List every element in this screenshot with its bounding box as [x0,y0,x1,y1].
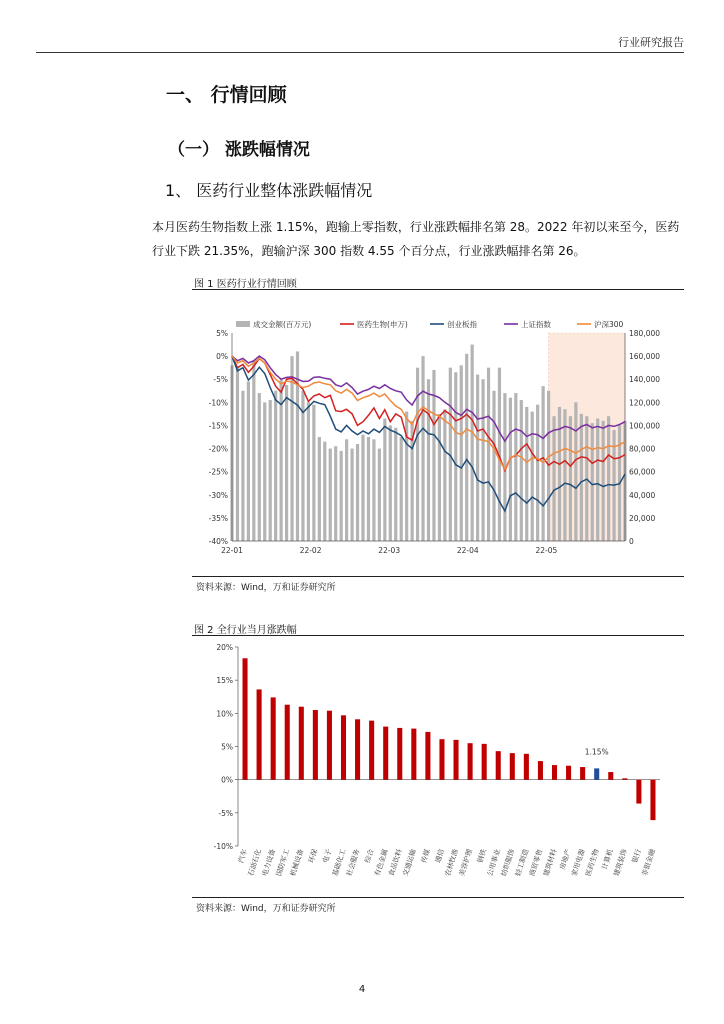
x-tick-label: 22-05 [535,546,558,555]
volume-bar [252,361,255,541]
volume-bar [258,393,261,541]
category-label: 钢铁 [476,848,489,864]
figure2-bar-chart [192,638,684,896]
legend-label: 成交金额(百万元) [253,320,312,329]
volume-bar [596,419,599,541]
category-label: 公用事业 [485,848,503,878]
bar [622,778,627,779]
bar [510,753,515,780]
volume-bar [569,416,572,541]
y-tick-label: 0% [221,775,233,785]
volume-bar [340,451,343,541]
volume-bar [580,414,583,541]
right-tick-label: 80,000 [629,444,656,454]
legend-label: 沪深300 [594,320,624,329]
y-tick-label: -10% [213,842,233,851]
bar [341,715,346,779]
left-tick-label: -15% [208,421,228,431]
right-tick-label: 180,000 [629,329,661,338]
volume-bar [443,409,446,541]
volume-bar [378,449,381,541]
figure1-source: 资料来源：Wind，万和证券研究所 [196,583,336,593]
left-tick-label: -40% [208,537,228,546]
volume-bar [476,375,479,541]
category-label: 医药生物 [584,848,601,878]
bar [580,767,585,780]
legend-swatch [236,321,250,327]
category-label: 汽车 [237,848,249,864]
figure1-line-chart [192,300,684,572]
x-tick-label: 22-02 [299,546,322,555]
left-tick-label: -5% [213,375,228,385]
bar [608,772,613,780]
category-label: 房地产 [558,848,573,871]
bar [299,707,304,780]
volume-bar [285,385,288,541]
bar [650,780,655,820]
bar [552,765,557,780]
category-label: 农林牧渔 [443,848,460,878]
y-tick-label: 20% [216,643,233,652]
volume-bar [290,356,293,541]
figure1-bottom-rule [192,576,684,577]
category-label: 环保 [307,848,320,864]
category-label: 商贸零售 [528,848,545,878]
volume-bar [394,428,397,541]
bar [496,751,501,780]
x-tick-label: 22-03 [378,546,401,555]
category-label: 银行 [630,848,643,864]
category-label: 食品饮料 [387,848,404,878]
figure1-title: 图 1 医药行业行情回顾 [194,279,297,290]
category-label: 纺织服饰 [499,848,517,878]
volume-bar [438,414,441,541]
bar [369,721,374,780]
right-tick-label: 60,000 [629,467,656,477]
bar [538,761,543,780]
bar [397,728,402,780]
volume-bar [367,437,370,541]
bar [383,727,388,780]
bar [524,754,529,780]
volume-bar [558,407,561,541]
bar [243,658,248,779]
left-tick-label: -10% [208,398,228,408]
bar-annotation: 1.15% [584,747,609,757]
volume-bar [460,365,463,541]
left-tick-label: 5% [216,329,228,338]
volume-bar [274,391,277,541]
volume-bar [236,368,239,541]
section-heading: 一、 行情回顾 [166,84,287,106]
volume-bar [514,393,517,541]
volume-bar [269,400,272,541]
category-label: 石油石化 [246,848,264,878]
right-tick-label: 0 [629,537,634,546]
category-label: 社会服务 [345,848,362,878]
bar [355,719,360,779]
category-label: 交通运输 [401,848,418,878]
volume-bar [591,423,594,541]
subsection-heading: （一） 涨跌幅情况 [168,140,310,160]
volume-bar [531,412,534,541]
figure2-bottom-rule [192,897,684,898]
bar [271,697,276,779]
legend-label: 上证指数 [521,320,551,329]
category-label: 建筑材料 [542,848,559,878]
volume-bar [356,444,359,541]
left-tick-label: -35% [208,513,228,523]
volume-bar [334,446,337,541]
volume-bar [345,439,348,541]
sub-subsection-heading: 1、 医药行业整体涨跌幅情况 [165,181,373,200]
category-label: 轻工制造 [514,848,531,878]
volume-bar [318,437,321,541]
volume-bar [509,398,512,541]
left-tick-label: 0% [216,352,228,362]
bar [454,740,459,780]
volume-bar [525,407,528,541]
volume-bar [481,379,484,541]
category-label: 电子 [321,848,334,864]
volume-bar [552,416,555,541]
volume-bar [389,425,392,541]
category-label: 机械设备 [288,848,306,878]
volume-bar [563,409,566,541]
category-label: 家用电器 [570,848,587,878]
left-tick-label: -20% [208,444,228,454]
category-label: 传媒 [419,848,432,864]
volume-bar [329,449,332,541]
category-label: 综合 [363,848,376,864]
volume-bar [372,439,375,541]
right-tick-label: 100,000 [629,421,661,431]
y-tick-label: 10% [216,709,233,719]
category-label: 电力设备 [260,848,278,878]
page-header [36,34,684,53]
volume-bar [247,382,250,541]
bar [636,780,641,804]
volume-bar [492,391,495,541]
bar [594,768,599,779]
x-tick-label: 22-01 [221,546,243,555]
volume-bar [241,391,244,541]
volume-bar [536,405,539,541]
bar [482,744,487,780]
volume-bar [416,368,419,541]
right-tick-label: 120,000 [629,398,661,408]
left-tick-label: -30% [208,490,228,500]
volume-bar [471,345,474,541]
category-label: 建筑装饰 [612,848,629,878]
volume-bar [350,449,353,541]
category-label: 国防军工 [274,848,292,878]
category-label: 基础化工 [331,848,348,878]
volume-bar [361,435,364,541]
bar [285,705,290,780]
bar [411,729,416,780]
category-label: 有色金属 [373,848,390,878]
y-tick-label: 5% [221,742,233,752]
volume-bar [263,402,266,541]
category-label: 非银金融 [640,848,657,878]
category-label: 美容护理 [457,848,475,878]
legend-label: 创业板指 [447,320,477,329]
bar [468,743,473,779]
volume-bar [602,421,605,541]
bar [327,711,332,780]
bar [425,732,430,780]
volume-bar [465,354,468,541]
y-tick-label: -5% [218,808,233,818]
volume-bar [542,386,545,541]
volume-bar [400,437,403,541]
volume-bar [487,368,490,541]
legend-label: 医药生物(申万) [357,320,408,329]
right-tick-label: 40,000 [629,490,656,500]
volume-bar [520,400,523,541]
volume-bar [427,379,430,541]
figure1-top-rule [192,289,684,290]
figure2-top-rule [192,635,684,636]
volume-bar [454,372,457,541]
bar [566,766,571,780]
volume-bar [607,416,610,541]
volume-bar [383,419,386,541]
right-tick-label: 20,000 [629,513,656,523]
volume-bar [312,405,315,541]
bar [257,689,262,779]
volume-bar [421,356,424,541]
figure2-source: 资料来源：Wind，万和证券研究所 [196,904,336,914]
category-label: 计算机 [600,848,615,871]
right-tick-label: 160,000 [629,352,661,362]
bar [439,739,444,779]
body-paragraph: 本月医药生物指数上涨 1.15%，跑输上零指数，行业涨跌幅排名第 28。2022 年初以来至今，医药行业下跌 21.35%，跑输沪深 300 指数 4.55 个百分点，行业涨跌幅排名第 26。 [152,220,680,258]
y-tick-label: 15% [216,676,233,686]
page-number: 4 [358,984,366,995]
bar [313,710,318,780]
x-tick-label: 22-04 [456,546,479,555]
right-tick-label: 140,000 [629,375,661,385]
left-tick-label: -25% [208,467,228,477]
header-title: 行业研究报告 [618,36,684,49]
volume-bar [323,442,326,541]
category-label: 通信 [433,848,446,864]
volume-bar [307,402,310,541]
figure2-title: 图 2 全行业当月涨跌幅 [194,625,297,636]
volume-bar [574,402,577,541]
